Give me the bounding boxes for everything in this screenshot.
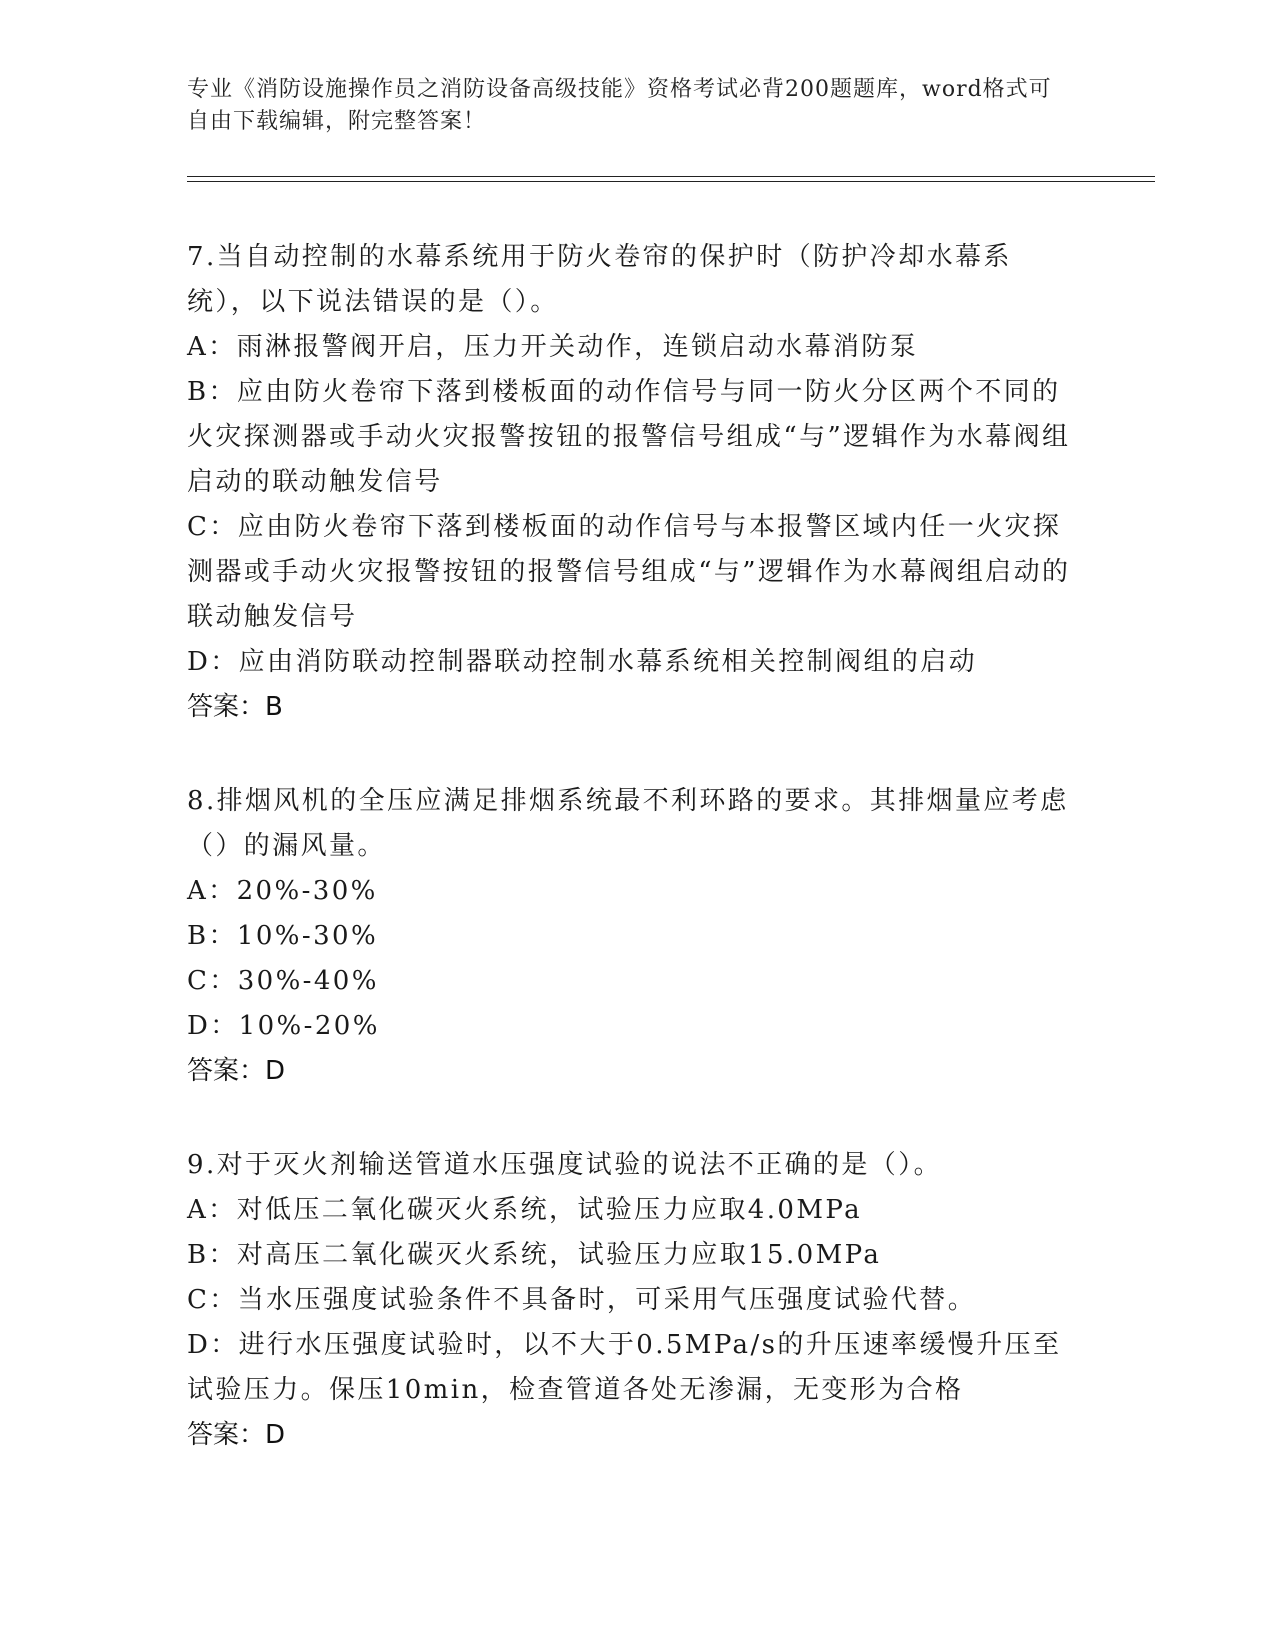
answer-label: 答案：D bbox=[187, 1056, 286, 1086]
option-c: C：30%-40% bbox=[187, 966, 379, 996]
option-c: C：应由防火卷帘下落到楼板面的动作信号与本报警区域内任一火灾探测器或手动火灾报警按钮的报警信号组成“与”逻辑作为水幕阀组启动的联动触发信号 bbox=[187, 512, 1071, 632]
header-divider-top bbox=[187, 176, 1155, 177]
option-a: A：对低压二氧化碳灭火系统，试验压力应取4.0MPa bbox=[187, 1195, 862, 1225]
question-8 bbox=[187, 779, 1077, 1094]
question-stem: 9.对于灭火剂输送管道水压强度试验的说法不正确的是（）。 bbox=[187, 1150, 943, 1180]
option-d: D：10%-20% bbox=[187, 1011, 380, 1041]
question-stem: 7.当自动控制的水幕系统用于防火卷帘的保护时（防护冷却水幕系统），以下说法错误的是（）。 bbox=[187, 242, 1012, 317]
question-stem: 8.排烟风机的全压应满足排烟系统最不利环路的要求。其排烟量应考虑（）的漏风量。 bbox=[187, 786, 1069, 861]
answer-label: 答案：B bbox=[187, 692, 283, 722]
document-header: 专业《消防设施操作员之消防设备高级技能》资格考试必背200题题库，word格式可自由下载编辑，附完整答案！ bbox=[187, 77, 1052, 134]
question-9 bbox=[187, 1143, 1077, 1458]
option-d: D：应由消防联动控制器联动控制水幕系统相关控制阀组的启动 bbox=[187, 647, 978, 677]
option-a: A：雨淋报警阀开启，压力开关动作，连锁启动水幕消防泵 bbox=[187, 332, 919, 362]
header-divider-bottom bbox=[187, 181, 1155, 182]
question-7 bbox=[187, 235, 1077, 730]
option-b: B：对高压二氧化碳灭火系统，试验压力应取15.0MPa bbox=[187, 1240, 882, 1270]
answer-label: 答案：D bbox=[187, 1420, 286, 1450]
option-b: B：10%-30% bbox=[187, 921, 379, 951]
option-a: A：20%-30% bbox=[187, 876, 378, 906]
option-d: D：进行水压强度试验时，以不大于0.5MPa/s的升压速率缓慢升压至试验压力。保压10min，检查管道各处无渗漏，无变形为合格 bbox=[187, 1330, 1062, 1405]
option-b: B：应由防火卷帘下落到楼板面的动作信号与同一防火分区两个不同的火灾探测器或手动火灾报警按钮的报警信号组成“与”逻辑作为水幕阀组启动的联动触发信号 bbox=[187, 377, 1071, 497]
option-c: C：当水压强度试验条件不具备时，可采用气压强度试验代替。 bbox=[187, 1285, 977, 1315]
question-list bbox=[187, 235, 1077, 1507]
